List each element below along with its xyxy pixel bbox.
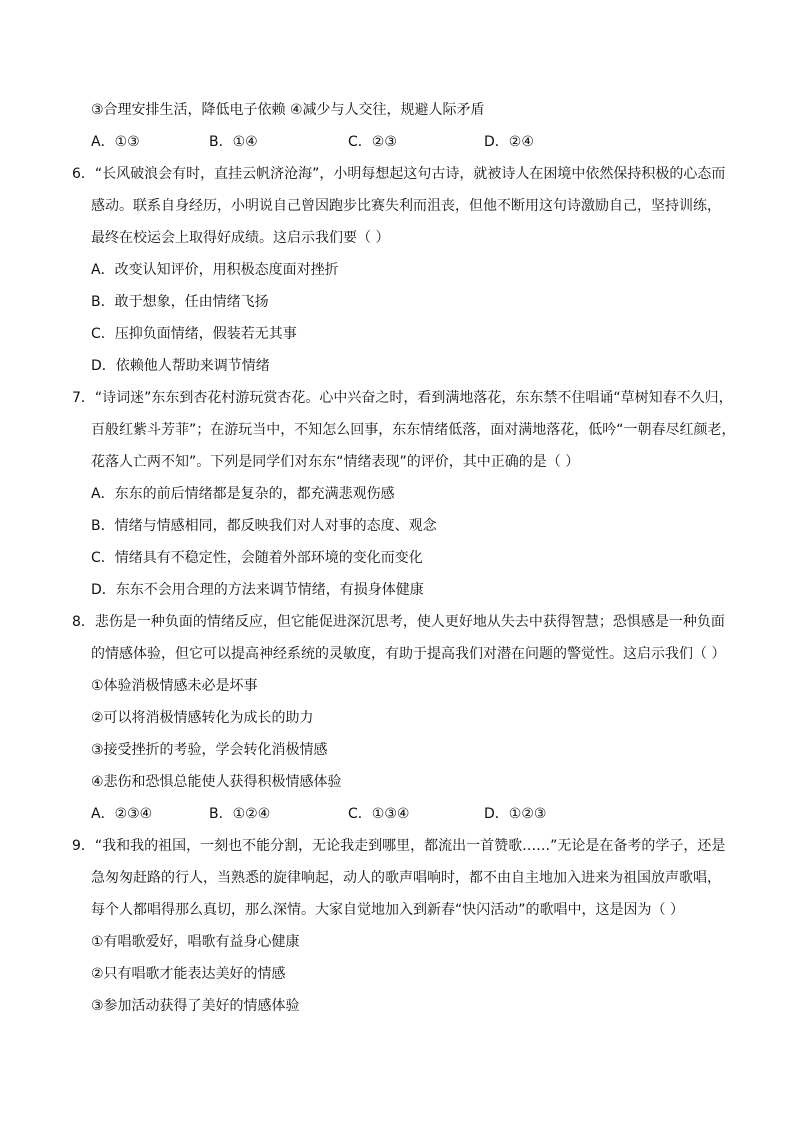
q9-stem-line-1: 9．“我和我的祖国，一刻也不能分割，无论我走到哪里，都流出一首赞歌……”无论是在备考的学子，还是 bbox=[72, 838, 726, 854]
q7-stem-line-1: 7．“诗词迷”东东到杏花村游玩赏杏花。心中兴奋之时，看到满地落花，东东禁不住唱诵“草树知春不久归， bbox=[72, 390, 733, 406]
q8-statement-1: ①体验消极情感未必是坏事 bbox=[91, 678, 258, 694]
q5-statements-3-4: ③合理安排生活，降低电子依赖 ④减少与人交往，规避人际矛盾 bbox=[91, 102, 485, 118]
q6-option-c: C．压抑负面情绪，假装若无其事 bbox=[91, 326, 297, 342]
q8-statement-2: ②可以将消极情感转化为成长的助力 bbox=[91, 710, 314, 726]
q8-option-b: B．①②④ bbox=[209, 806, 271, 822]
q6-stem-line-1: 6．“长风破浪会有时，直挂云帆济沧海”，小明每想起这句古诗，就被诗人在困境中依然保持积极的心态而 bbox=[72, 166, 726, 182]
q9-statement-2: ②只有唱歌才能表达美好的情感 bbox=[91, 966, 286, 982]
q9-statement-3: ③参加活动获得了美好的情感体验 bbox=[91, 998, 300, 1014]
q5-option-a: A．①③ bbox=[91, 134, 140, 150]
q8-statement-4: ④悲伤和恐惧总能使人获得积极情感体验 bbox=[91, 774, 342, 790]
q7-option-b: B．情绪与情感相同，都反映我们对人对事的态度、观念 bbox=[91, 518, 437, 534]
q8-option-c: C．①③④ bbox=[348, 806, 410, 822]
q6-option-b: B．敢于想象，任由情绪飞扬 bbox=[91, 294, 269, 310]
q9-stem-line-2: 急匆匆赶路的行人，当熟悉的旋律响起，动人的歌声唱响时，都不由自主地加入进来为祖国放声歌唱， bbox=[91, 870, 721, 886]
q9-statement-1: ①有唱歌爱好，唱歌有益身心健康 bbox=[91, 934, 300, 950]
q7-option-a: A．东东的前后情绪都是复杂的，都充满悲观伤感 bbox=[91, 486, 395, 502]
q7-option-d: D．东东不会用合理的方法来调节情绪，有损身体健康 bbox=[91, 582, 424, 598]
q5-option-c: C．②③ bbox=[348, 134, 397, 150]
q8-stem-line-1: 8．悲伤是一种负面的情绪反应，但它能促进深沉思考，使人更好地从失去中获得智慧；恐惧感是一种负面 bbox=[72, 614, 725, 630]
q6-stem-line-3: 最终在校运会上取得好成绩。这启示我们要（ ） bbox=[91, 230, 390, 246]
q7-stem-line-2: 百般红紫斗芳菲”；在游玩当中，不知怎么回事，东东情绪低落，面对满地落花，低吟“一朝春尽红颜老， bbox=[91, 422, 736, 438]
q6-option-a: A．改变认知评价，用积极态度面对挫折 bbox=[91, 262, 339, 278]
q7-option-c: C．情绪具有不稳定性，会随着外部环境的变化而变化 bbox=[91, 550, 423, 566]
q8-statement-3: ③接受挫折的考验，学会转化消极情感 bbox=[91, 742, 328, 758]
q8-option-d: D．①②③ bbox=[484, 806, 547, 822]
q9-stem-line-3: 每个人都唱得那么真切，那么深情。大家自觉地加入到新春“快闪活动”的歌唱中，这是因为（ ） bbox=[91, 902, 684, 918]
q5-option-d: D．②④ bbox=[484, 134, 534, 150]
q8-option-a: A．②③④ bbox=[91, 806, 153, 822]
q7-stem-line-3: 花落人亡两不知”。下列是同学们对东东“情绪表现”的评价，其中正确的是（ ） bbox=[91, 454, 580, 470]
q8-stem-line-2: 的情感体验，但它可以提高神经系统的灵敏度，有助于提高我们对潜在问题的警觉性。这启示我们（ ） bbox=[91, 646, 726, 662]
q5-option-b: B．①④ bbox=[209, 134, 258, 150]
q6-option-d: D．依赖他人帮助来调节情绪 bbox=[91, 358, 270, 374]
q6-stem-line-2: 感动。联系自身经历，小明说自己曾因跑步比赛失利而沮丧，但他不断用这句诗激励自己，坚持训练， bbox=[91, 198, 721, 214]
